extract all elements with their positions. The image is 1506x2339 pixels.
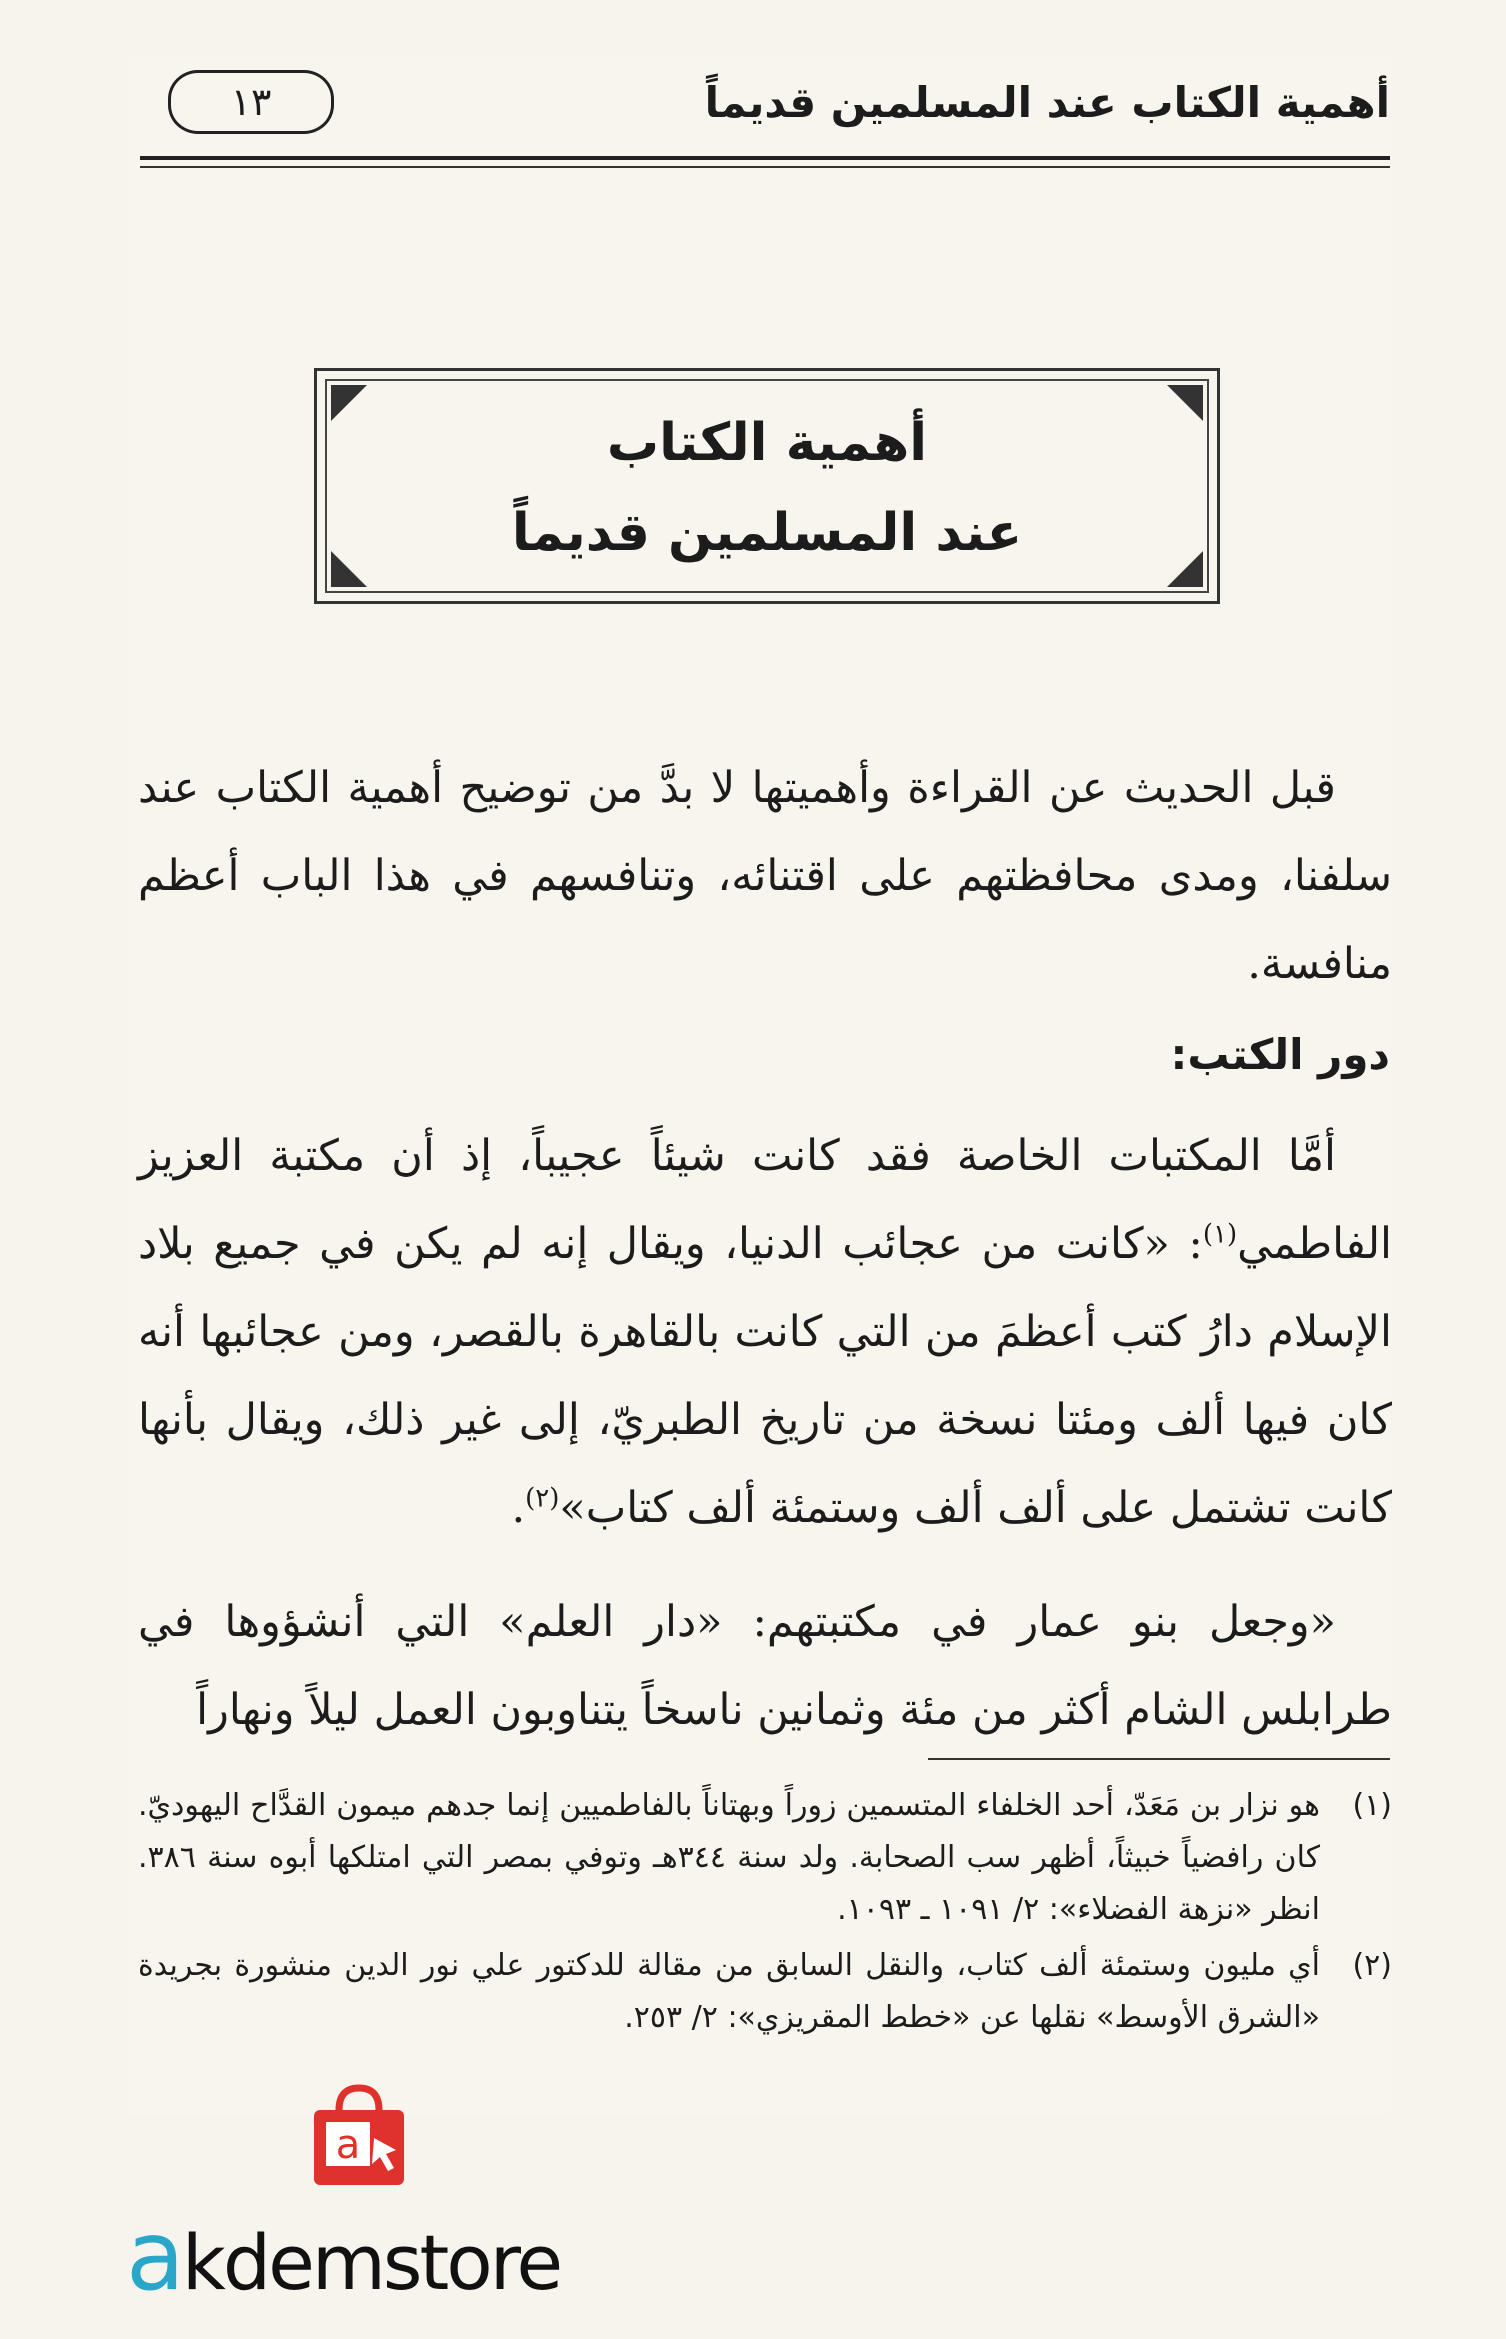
logo-wordmark-lead: a xyxy=(126,2200,182,2312)
chapter-title-frame xyxy=(314,368,1220,604)
paragraph-intro: قبل الحديث عن القراءة وأهميتها لا بدَّ من توضيح أهمية الكتاب عند سلفنا، ومدى محافظتهم على اقتنائه، وتنافسهم في هذا الباب أعظم منافسة. xyxy=(138,763,1392,989)
chapter-title-line-1: أهمية الكتاب xyxy=(606,413,928,473)
running-header xyxy=(140,60,1390,150)
footnote-text: هو نزار بن مَعَدّ، أحد الخلفاء المتسمين زوراً وبهتاناً بالفاطميين إنما جدهم ميمون القدَّاح اليهوديّ. كان رافضياً خبيثاً، أظهر سب الصحابة. ولد سنة ٣٤٤هـ وتوفي بمصر التي امتلكها أبوه سنة ٣٨٦. انظر «نزهة الفضلاء»: ٢/ ١٠٩١ ـ ١٠٩٣. xyxy=(138,1788,1320,1927)
running-title: أهمية الكتاب عند المسلمين قديماً xyxy=(704,78,1390,127)
logo-bag-letter: a xyxy=(335,2122,361,2168)
shopping-bag-icon xyxy=(304,2080,414,2190)
footnote-text: أي مليون وستمئة ألف كتاب، والنقل السابق من مقالة للدكتور علي نور الدين منشورة بجريدة «الشرق الأوسط» نقلها عن «خطط المقريزي»: ٢/ ٢٥٣. xyxy=(138,1948,1320,2035)
header-rule-thick xyxy=(140,156,1390,160)
paragraph-text: أمَّا المكتبات الخاصة فقد كانت شيئاً عجيباً، إذ أن مكتبة العزيز الفاطمي xyxy=(138,1131,1392,1269)
footnote-number: (١) xyxy=(1352,1788,1392,1823)
footnote-separator xyxy=(928,1758,1390,1760)
paragraph-text: : «كانت من عجائب الدنيا، ويقال إنه لم يكن في جميع بلاد الإسلام دارُ كتب أعظمَ من التي كانت بالقاهرة بالقصر، ومن عجائبها أنه كان فيها ألف ومئتا نسخة من تاريخ الطبريّ، إلى غير ذلك، ويقال بأنها كانت تشتمل على ألف ألف وستمئة ألف كتاب» xyxy=(138,1219,1392,1533)
footnote-reference-2[interactable]: (٢) xyxy=(525,1483,560,1514)
watermark-logo xyxy=(126,2080,566,2312)
footnote-reference-1[interactable]: (١) xyxy=(1202,1219,1238,1250)
chapter-title-line-2: عند المسلمين قديماً xyxy=(511,503,1023,563)
logo-wordmark xyxy=(126,2200,560,2312)
section-heading: دور الكتب: xyxy=(1170,1030,1390,1079)
footnote-number: (٢) xyxy=(1352,1948,1392,1983)
footnote-2 xyxy=(138,1940,1392,2044)
logo-wordmark-rest: kdemstore xyxy=(181,2218,561,2307)
paragraph-private-libraries xyxy=(138,1112,1392,1552)
page-number-badge xyxy=(168,70,334,134)
page-number: ١٣ xyxy=(230,80,272,124)
footnote-1 xyxy=(138,1780,1392,1936)
paragraph-banu-ammar: «وجعل بنو عمار في مكتبتهم: «دار العلم» التي أنشؤوها في طرابلس الشام أكثر من مئة وثمانين ناسخاً يتناوبون العمل ليلاً ونهاراً xyxy=(138,1597,1392,1735)
header-rule-thin xyxy=(140,166,1390,168)
footnotes xyxy=(138,1780,1392,2048)
paragraph-text: . xyxy=(511,1483,526,1533)
